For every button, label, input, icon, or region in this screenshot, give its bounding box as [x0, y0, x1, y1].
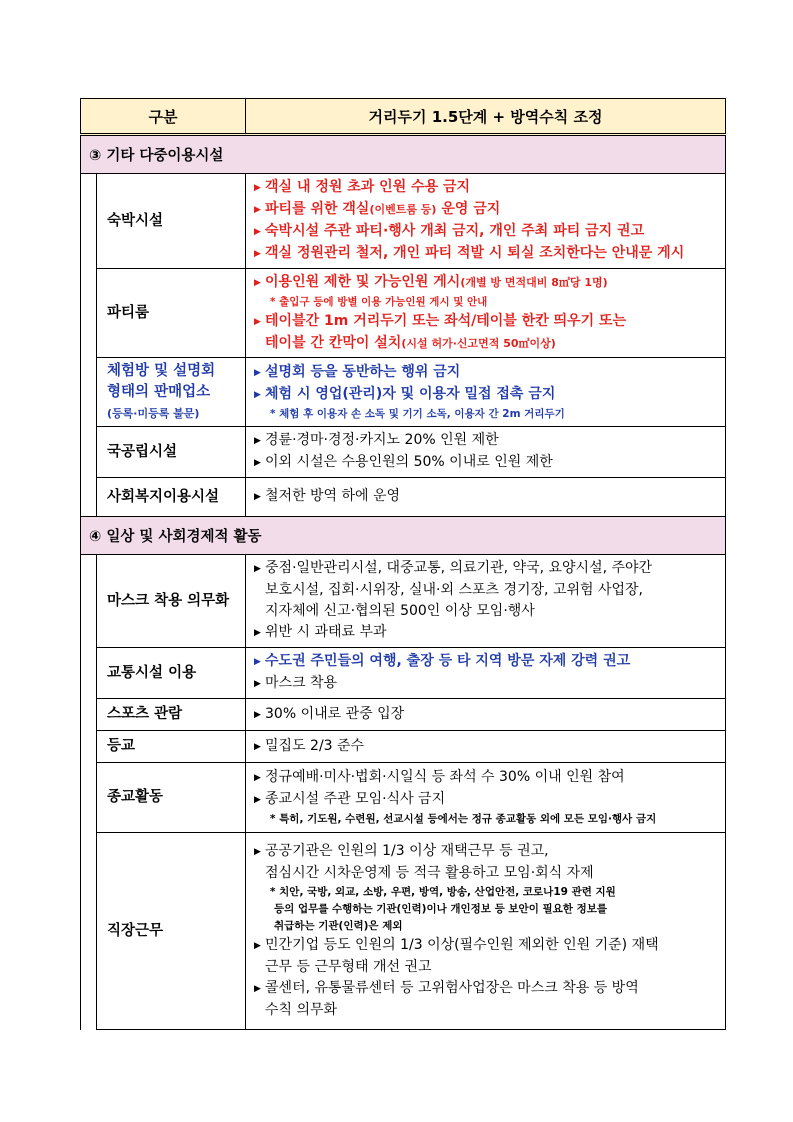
bullet-icon: ▶	[254, 773, 261, 783]
table-row: 교통시설 이용 ▶ 수도권 주민들의 여행, 출장 등 타 지역 방문 자제 강력 권고 ▶ 마스크 착용	[81, 648, 726, 699]
bullet-icon: ▶	[254, 657, 261, 667]
row-label: 스포츠 관람	[97, 699, 246, 731]
bullet-icon: ▶	[254, 389, 261, 400]
table-row: 사회복지이용시설 ▶ 철저한 방역 하에 운영	[81, 478, 726, 517]
table-header	[81, 99, 726, 135]
table-row: 종교활동 ▶ 정규예배·미사·법회·시일식 등 좌석 수 30% 이내 인원 참여 ▶ 종교시설 주관 모임·식사 금지 * 특히, 기도원, 수련원, 선교시설 등에서는 정규 종교활동 외에 모든 모임·행사 금지	[81, 763, 726, 833]
table-row: 숙박시설 ▶ 객실 내 정원 초과 인원 수용 금지 ▶ 파티를 위한 객실(이벤트룸 등) 운영 금지 ▶ 숙박시설 주관 파티·행사 개최 금지, 개인 주최 파티 금지 권고 ▶ 객실 정원관리 철저, 개인 파티 적발 시 퇴실 조치한다는 안내문 게시	[81, 174, 726, 269]
bullet-icon: ▶	[254, 205, 261, 215]
header-level: 거리두기 1.5단계 + 방역수칙 조정	[246, 99, 726, 135]
bullet-icon: ▶	[254, 741, 261, 752]
row-label: 직장근무	[97, 833, 246, 1030]
bullet-icon: ▶	[254, 183, 261, 193]
bullet-icon: ▶	[254, 628, 261, 638]
bullet-icon: ▶	[254, 679, 261, 689]
row-label: 국공립시설	[97, 427, 246, 478]
bullet-icon: ▶	[254, 278, 261, 288]
bullet-icon: ▶	[254, 709, 261, 720]
table-row: 파티룸 ▶ 이용인원 제한 및 가능인원 게시(개별 방 면적대비 8㎡당 1명) * 출입구 등에 방별 이용 가능인원 게시 및 안내 ▶ 테이블간 1m 거리두기 또는 좌석/테이블 한칸 띄우기 또는 테이블 간 칸막이 설치(시설 허가·신고면적 50㎡이상)	[81, 269, 726, 358]
header-category: 구분	[81, 99, 246, 135]
row-label: 종교활동	[97, 763, 246, 833]
table-row: 국공립시설 ▶ 경륜·경마·경정·카지노 20% 인원 제한 ▶ 이외 시설은 수용인원의 50% 이내로 인원 제한	[81, 427, 726, 478]
table-row: 마스크 착용 의무화 ▶ 중점·일반관리시설, 대중교통, 의료기관, 약국, 요양시설, 주야간 보호시설, 집회·시위장, 실내·외 스포츠 경기장, 고위험 사업장, 지자체에 신고·협의된 500인 이상 모임·행사 ▶ 위반 시 과태료 부과	[81, 555, 726, 648]
bullet-icon: ▶	[254, 227, 261, 237]
section3-title: ③ 기타 다중이용시설	[81, 135, 726, 174]
row-label: 숙박시설	[97, 174, 246, 269]
bullet-icon: ▶	[254, 458, 261, 468]
row-label: 사회복지이용시설	[97, 478, 246, 517]
bullet-icon: ▶	[254, 249, 261, 259]
bullet-icon: ▶	[254, 492, 261, 502]
bullet-icon: ▶	[254, 941, 261, 951]
table-row: 직장근무 ▶ 공공기관은 인원의 1/3 이상 재택근무 등 권고, 점심시간 시차운영제 등 적극 활용하고 모임·회식 자제 * 치안, 국방, 외교, 소방, 우편, 방역, 방송, 산업안전, 코로나19 관련 지원 등의 업무를 수행하는 기관(인력)이나 개인정보 등 보안이 필요한 정보를 취급하는 기관(인력)은 제외 ▶ 민간기업 등도 인원의 1/3 이상(필수인원 제외한 인원 기준) 재택 근무 등 근무형태 개선 권고 ▶ 콜센터, 유통물류센터 등 고위험사업장은 마스크 착용 등 방역 수칙 의무화	[81, 833, 726, 1030]
bullet-icon: ▶	[254, 317, 261, 327]
row-label: 체험방 및 설명회 형태의 판매업소 (등록·미등록 불문)	[97, 358, 246, 427]
row-label: 파티룸	[97, 269, 246, 358]
bullet-icon: ▶	[254, 984, 261, 994]
row-label: 교통시설 이용	[97, 648, 246, 699]
section4-title: ④ 일상 및 사회경제적 활동	[81, 517, 726, 555]
bullet-icon: ▶	[254, 795, 261, 805]
table-row: 등교 ▶ 밀집도 2/3 준수	[81, 731, 726, 763]
bullet-icon: ▶	[254, 436, 261, 446]
table-row: 체험방 및 설명회 형태의 판매업소 (등록·미등록 불문) ▶ 설명회 등을 동반하는 행위 금지 ▶ 체험 시 영업(관리)자 및 이용자 밀접 접촉 금지 * 체험 후 이용자 손 소독 및 기기 소독, 이용자 간 2m 거리두기	[81, 358, 726, 427]
bullet-icon: ▶	[254, 367, 261, 378]
row-label: 등교	[97, 731, 246, 763]
bullet-icon: ▶	[254, 847, 261, 857]
row-label: 마스크 착용 의무화	[97, 555, 246, 648]
guideline-table	[80, 98, 726, 1030]
section-header	[81, 135, 726, 174]
bullet-icon: ▶	[254, 564, 261, 574]
table-row: 스포츠 관람 ▶ 30% 이내로 관중 입장	[81, 699, 726, 731]
section-header	[81, 517, 726, 555]
